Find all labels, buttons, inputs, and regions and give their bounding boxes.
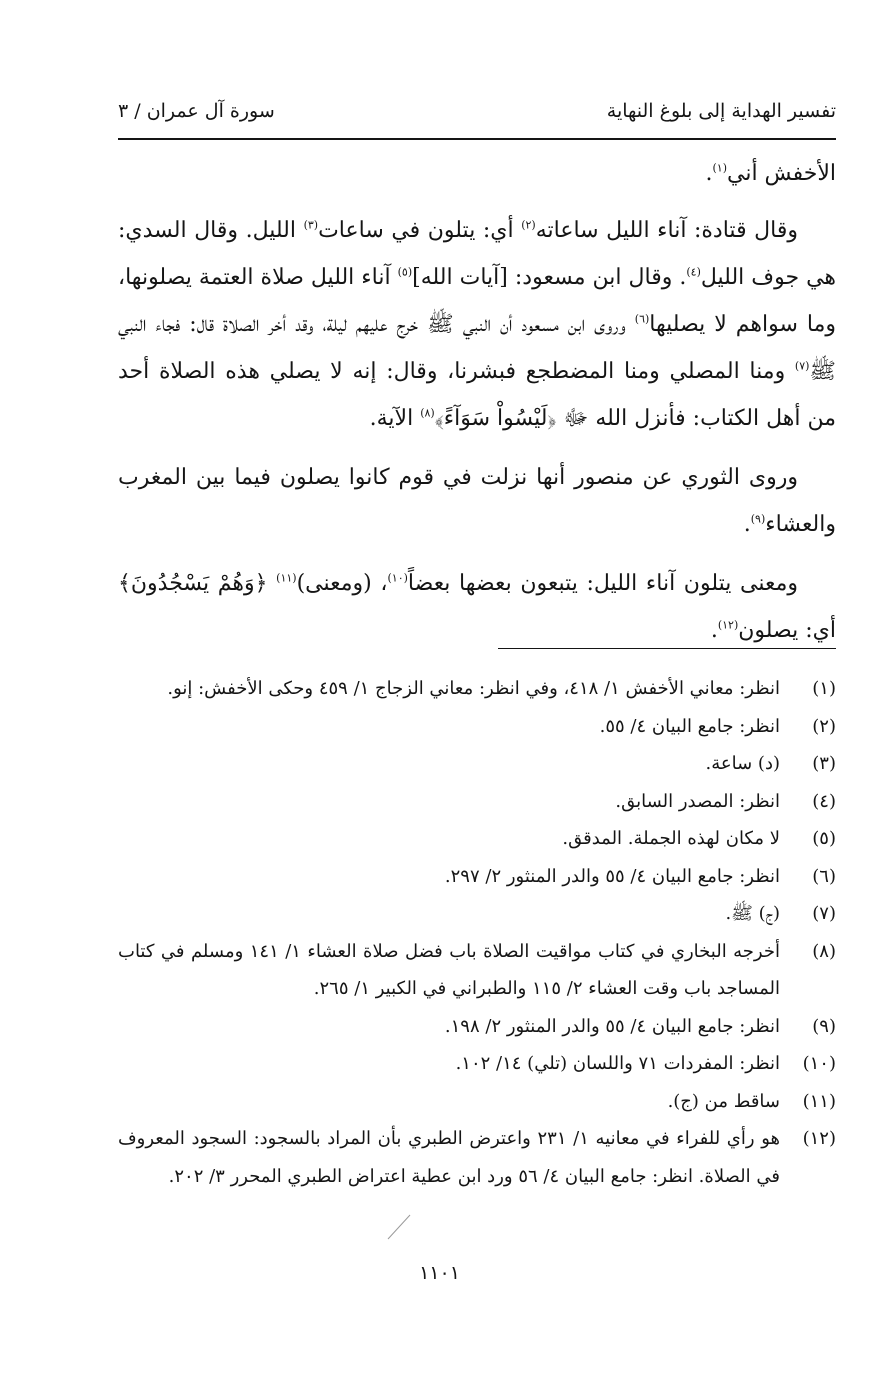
- footnote-ref-2[interactable]: (٢): [521, 218, 536, 232]
- footnote-ref-6[interactable]: (٦): [634, 312, 650, 326]
- footnote-text: انظر: جامع البيان ٤/ ٥٥.: [599, 715, 780, 737]
- text-run: ﴿وَهُمْ يَسْجُدُونَ﴾ أي: يصلون: [118, 571, 836, 643]
- text-run: .: [705, 161, 713, 186]
- footnote-number: (٥): [812, 828, 836, 849]
- footnote-text: (ج) ﷺ.: [725, 903, 780, 924]
- surah-title: سورة آل عمران / ٣: [118, 100, 275, 122]
- footnote-text: انظر: المفردات ٧١ واللسان (تلي) ١٤/ ١٠٢.: [455, 1053, 780, 1074]
- footnote-number: (٨): [812, 940, 836, 962]
- footnote-item: [118, 1083, 836, 1121]
- page-number: ١١٠١: [419, 1262, 460, 1284]
- footnote-item: [118, 1120, 836, 1195]
- footnote-text: انظر: معاني الأخفش ١/ ٤١٨، وفي انظر: معاني الزجاج ١/ ٤٥٩ وحكى الأخفش: إنو.: [167, 678, 780, 699]
- footnotes-list: [118, 670, 836, 1195]
- footnote-number: (١١): [802, 1090, 836, 1112]
- text-run: ومعنى يتلون آناء الليل: يتبعون بعضها بعضاً: [407, 571, 798, 596]
- main-text: [118, 150, 836, 666]
- paragraph-2: [118, 207, 836, 442]
- text-run: . وقال ابن مسعود: [آيات الله]: [412, 265, 687, 290]
- text-run: .: [710, 618, 718, 643]
- footnote-text: أخرجه البخاري في كتاب مواقيت الصلاة باب فضل صلاة العشاء ١/ ١٤١ ومسلم في كتاب المساجد باب وقت العشاء ٢/ ١١٥ والطبراني في الكبير ١/ ٢٦٥.: [118, 940, 780, 999]
- footnote-item: [118, 858, 836, 896]
- footnote-ref-3[interactable]: (٣): [303, 218, 319, 232]
- footnote-item: [118, 670, 836, 708]
- footnote-divider: [498, 648, 836, 649]
- footnote-item: [118, 933, 836, 1008]
- footnote-ref-1[interactable]: (١): [712, 161, 727, 175]
- footnote-number: (٦): [812, 865, 836, 887]
- footnote-text: ساقط من (ج).: [667, 1090, 780, 1112]
- footnote-item: [118, 1045, 836, 1083]
- footnote-ref-9[interactable]: (٩): [750, 512, 766, 526]
- book-title: تفسير الهداية إلى بلوغ النهاية: [606, 100, 836, 122]
- footnote-item: [118, 820, 836, 858]
- footnote-ref-10[interactable]: (١٠): [387, 571, 408, 585]
- footnote-ref-5[interactable]: (٥): [397, 265, 413, 279]
- text-run: وروى ابن مسعود أن النبي ﷺ خرج عليهم ليلة، وقد أخر الصلاة قال: فجاء النبي ﷺ: [118, 312, 836, 384]
- text-run: وقال قتادة: آناء الليل ساعاته: [535, 218, 798, 243]
- footnote-number: (١٢): [802, 1128, 836, 1149]
- text-run: ومنا المصلي ومنا المضطجع فبشرنا، وقال: إنه لا يصلي هذه الصلاة أحد من أهل الكتاب: فأنزل الله ﷻ ﴿لَيْسُواْ سَوَآءً﴾: [118, 359, 836, 431]
- paragraph-4: [118, 560, 836, 654]
- footnote-ref-8[interactable]: (٨): [420, 406, 435, 420]
- footnote-ref-4[interactable]: (٤): [686, 265, 701, 279]
- footnote-text: انظر: جامع البيان ٤/ ٥٥ والدر المنثور ٢/ ٢٩٧.: [444, 865, 780, 887]
- footnote-ref-7[interactable]: (٧): [794, 359, 810, 373]
- text-run: الآية.: [369, 406, 421, 431]
- footnote-number: (٣): [812, 753, 836, 774]
- footnote-number: (٤): [812, 790, 836, 812]
- paragraph-3: [118, 454, 836, 548]
- text-run: أي: يتلون في ساعات: [318, 218, 522, 243]
- paragraph-1: [118, 150, 836, 197]
- text-run: الليل. وقال السدي: هي جوف الليل: [118, 218, 837, 290]
- footnote-text: هو رأي للفراء في معانيه ١/ ٢٣١ واعترض الطبري بأن المراد بالسجود: السجود المعروف في الصلاة. انظر: جامع البيان ٤/ ٥٦ ورد ابن عطية اعتراض الطبري المحرر ٣/ ٢٠٢.: [118, 1128, 780, 1187]
- running-header: [118, 100, 836, 136]
- footnote-item: [118, 895, 836, 933]
- footnote-number: (٩): [812, 1015, 836, 1037]
- text-run: آناء الليل صلاة العتمة يصلونها، وما سواهم لا يصليها: [118, 265, 837, 337]
- header-divider: [118, 138, 836, 140]
- text-run: وروى الثوري عن منصور أنها نزلت في قوم كانوا يصلون فيما بين المغرب والعشاء: [118, 465, 836, 537]
- text-run: ، (ومعنى): [296, 571, 388, 596]
- footnote-text: انظر: المصدر السابق.: [615, 790, 780, 812]
- footnote-text: لا مكان لهذه الجملة. المدقق.: [562, 828, 780, 849]
- footnote-text: انظر: جامع البيان ٤/ ٥٥ والدر المنثور ٢/ ١٩٨.: [444, 1015, 780, 1037]
- footnote-number: (٧): [812, 903, 836, 924]
- footnote-ref-11[interactable]: (١١): [276, 571, 297, 585]
- footnote-text: (د) ساعة.: [705, 753, 780, 774]
- footnote-number: (٢): [812, 715, 836, 737]
- text-run: .: [743, 512, 751, 537]
- footnote-ref-12[interactable]: (١٢): [717, 618, 739, 632]
- footnote-item: [118, 783, 836, 821]
- footnote-number: (١): [812, 678, 836, 699]
- footnote-number: (١٠): [802, 1053, 836, 1074]
- pen-mark: [384, 1212, 414, 1242]
- footnote-item: [118, 708, 836, 746]
- footnote-item: [118, 745, 836, 783]
- text-run: الأخفش أني: [726, 161, 836, 186]
- footnote-item: [118, 1008, 836, 1046]
